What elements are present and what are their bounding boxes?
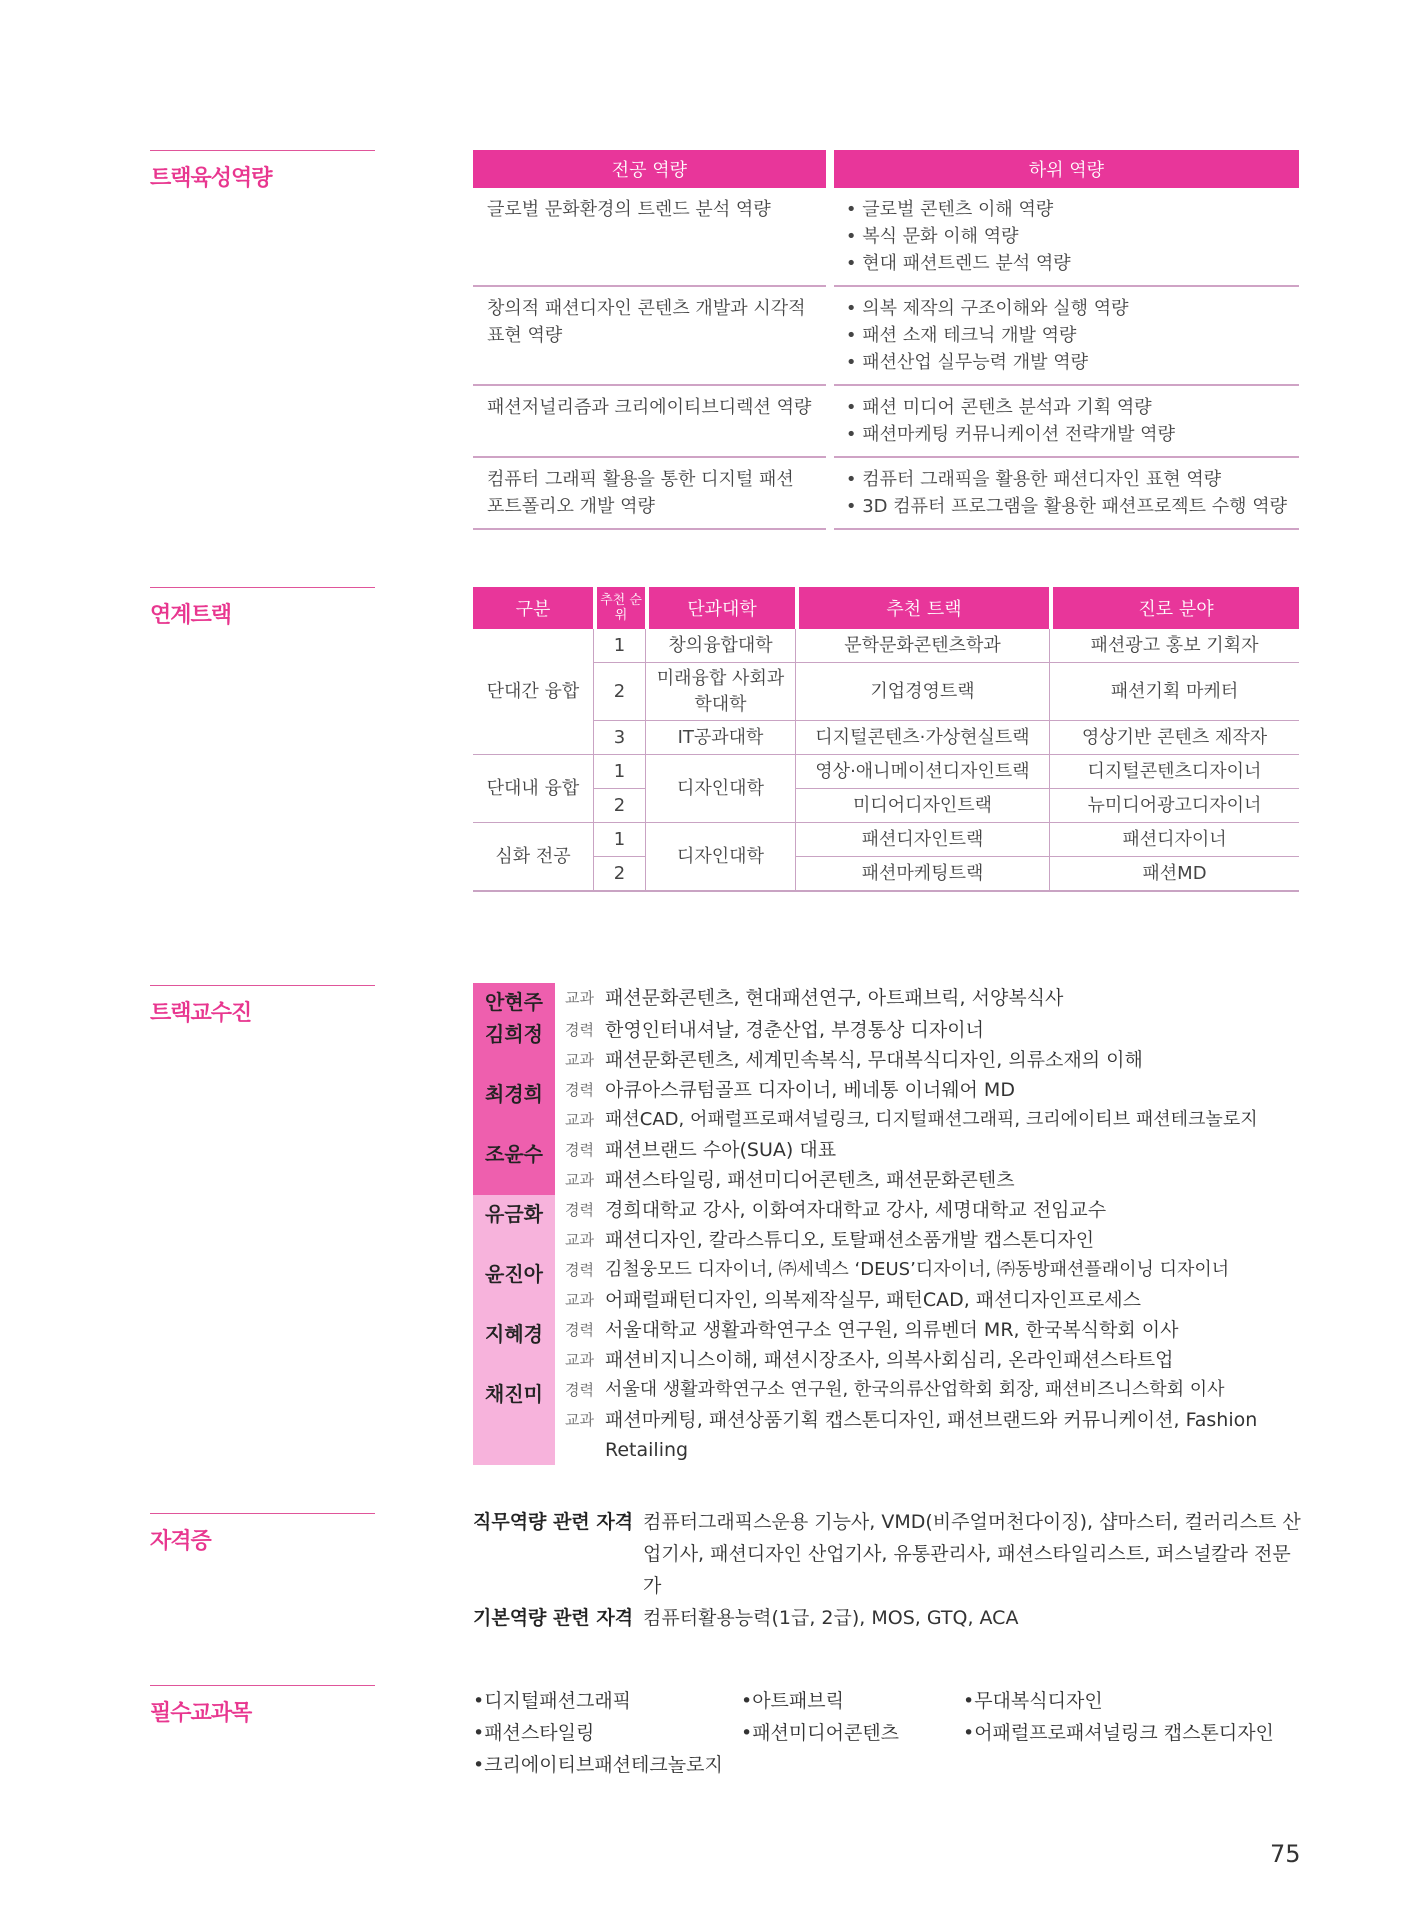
faculty-entry: [473, 1015, 1335, 1075]
section-track-competency: [150, 150, 375, 192]
college-cell: IT공과대학: [645, 721, 795, 755]
table-row: [473, 386, 1299, 458]
section-title: 연계트랙: [150, 603, 232, 628]
line-tag: 경력: [565, 1201, 594, 1219]
required-course-list: [473, 1685, 1303, 1781]
line-tag: 경력: [565, 1021, 594, 1039]
line-text: 한영인터내셔날, 경춘산업, 부경통상 디자이너: [605, 1019, 984, 1041]
line-text: 패션비지니스이해, 패션시장조사, 의복사회심리, 온라인패션스타트업: [605, 1349, 1174, 1371]
line-text: 패션브랜드 수아(SUA) 대표: [605, 1139, 837, 1161]
line-tag: 교과: [565, 1231, 594, 1249]
rank-cell: 1: [593, 755, 645, 789]
sub-competency: • 컴퓨터 그래픽을 활용한 패션디자인 표현 역량: [845, 469, 1222, 490]
certificate-row: [473, 1602, 1303, 1634]
track-cell: 영상·애니메이션디자인트랙: [795, 755, 1049, 789]
faculty-entry: [473, 1195, 1335, 1255]
course-item: •무대복식디자인: [963, 1690, 1103, 1712]
faculty-entry: [473, 983, 1335, 1015]
line-tag: 교과: [565, 1051, 594, 1069]
sub-competency: • 패션 미디어 콘텐츠 분석과 기획 역량: [845, 397, 1152, 418]
certificate-list: 컴퓨터활용능력(1급, 2급), MOS, GTQ, ACA: [643, 1607, 1019, 1629]
rank-cell: 3: [593, 721, 645, 755]
course-item: •디지털패션그래픽: [473, 1690, 632, 1712]
sub-competency-list: [834, 386, 1299, 458]
line-tag: 교과: [565, 1171, 594, 1189]
career-cell: 패션기획 마케터: [1049, 663, 1299, 721]
career-cell: 패션광고 홍보 기획자: [1049, 629, 1299, 663]
track-cell: 기업경영트랙: [795, 663, 1049, 721]
page-number: 75: [1270, 1840, 1301, 1868]
category-cell: 심화 전공: [473, 823, 593, 892]
table-row: [473, 789, 1299, 823]
sub-competency: • 패션산업 실무능력 개발 역량: [845, 352, 1089, 373]
table-row: [473, 755, 1299, 789]
major-competency: 글로벌 문화환경의 트렌드 분석 역량: [473, 188, 826, 287]
professor-name: 최경희: [473, 1075, 555, 1135]
sub-competency-list: [834, 188, 1299, 287]
line-tag: 경력: [565, 1081, 594, 1099]
faculty-entry: [473, 1375, 1335, 1465]
line-tag: 교과: [565, 989, 594, 1007]
section-title: 필수교과목: [150, 1701, 252, 1726]
rank-cell: 2: [593, 789, 645, 823]
column-header: 추천 순위: [593, 587, 645, 629]
track-cell: 문학문화콘텐츠학과: [795, 629, 1049, 663]
line-text: 패션스타일링, 패션미디어콘텐츠, 패션문화콘텐츠: [605, 1169, 1015, 1191]
line-text: 아큐아스큐텀골프 디자이너, 베네통 이너웨어 MD: [605, 1079, 1015, 1101]
line-text: 어패럴패턴디자인, 의복제작실무, 패턴CAD, 패션디자인프로세스: [605, 1289, 1141, 1311]
table-row: [473, 629, 1299, 663]
section-faculty: [150, 985, 375, 1027]
professor-name: 윤진아: [473, 1255, 555, 1315]
college-cell: 디자인대학: [645, 755, 795, 823]
section-required-courses: [150, 1685, 375, 1727]
table-row: [473, 721, 1299, 755]
section-title: 트랙육성역량: [150, 166, 272, 191]
line-text: 패션마케팅, 패션상품기획 캡스톤디자인, 패션브랜드와 커뮤니케이션, Fashion Retailing: [605, 1409, 1258, 1461]
sub-competency: • 3D 컴퓨터 프로그램을 활용한 패션프로젝트 수행 역량: [845, 496, 1287, 517]
major-competency: 컴퓨터 그래픽 활용을 통한 디지털 패션 포트폴리오 개발 역량: [473, 458, 826, 530]
certificate-list: 컴퓨터그래픽스운용 기능사, VMD(비주얼머천다이징), 샵마스터, 컬러리스트 산업기사, 패션디자인 산업기사, 유통관리사, 패션스타일리스트, 퍼스널칼라 전문가: [643, 1511, 1301, 1597]
line-tag: 경력: [565, 1261, 594, 1279]
column-header: 전공 역량: [473, 150, 826, 188]
professor-name: 김희정: [473, 1015, 555, 1075]
line-text: 패션문화콘텐츠, 현대패션연구, 아트패브릭, 서양복식사: [605, 987, 1064, 1009]
column-header: 진로 분야: [1049, 587, 1299, 629]
rank-cell: 2: [593, 857, 645, 892]
line-tag: 교과: [565, 1111, 594, 1129]
category-cell: 단대내 융합: [473, 755, 593, 823]
column-gap: [826, 150, 834, 188]
line-tag: 경력: [565, 1321, 594, 1339]
professor-name: 지혜경: [473, 1315, 555, 1375]
table-row: [473, 663, 1299, 721]
faculty-entry: [473, 1315, 1335, 1375]
competency-table: [473, 150, 1299, 530]
certificate-label: 직무역량 관련 자격: [473, 1511, 634, 1533]
line-text: 서울대 생활과학연구소 연구원, 한국의류산업학회 회장, 패션비즈니스학회 이사: [605, 1379, 1225, 1400]
rank-cell: 2: [593, 663, 645, 721]
sub-competency: • 패션마케팅 커뮤니케이션 전략개발 역량: [845, 424, 1175, 445]
course-item: •패션미디어콘텐츠: [741, 1722, 900, 1744]
line-tag: 경력: [565, 1381, 594, 1399]
line-text: 서울대학교 생활과학연구소 연구원, 의류벤더 MR, 한국복식학회 이사: [605, 1319, 1179, 1341]
college-cell: 미래융합 사회과학대학: [645, 663, 795, 721]
line-text: 김철웅모드 디자이너, ㈜세넥스 ‘DEUS’디자이너, ㈜동방패션플래이닝 디자이너: [605, 1259, 1230, 1280]
college-cell: 창의융합대학: [645, 629, 795, 663]
track-cell: 미디어디자인트랙: [795, 789, 1049, 823]
sub-competency: • 패션 소재 테크닉 개발 역량: [845, 325, 1077, 346]
table-row: [473, 823, 1299, 857]
column-header: 단과대학: [645, 587, 795, 629]
rank-cell: 1: [593, 823, 645, 857]
line-text: 경희대학교 강사, 이화여자대학교 강사, 세명대학교 전임교수: [605, 1199, 1107, 1221]
professor-name: 조윤수: [473, 1135, 555, 1195]
track-cell: 패션마케팅트랙: [795, 857, 1049, 892]
line-text: 패션디자인, 칼라스튜디오, 토탈패션소품개발 캡스톤디자인: [605, 1229, 1095, 1251]
line-tag: 교과: [565, 1411, 594, 1429]
career-cell: 뉴미디어광고디자이너: [1049, 789, 1299, 823]
sub-competency: • 복식 문화 이해 역량: [845, 226, 1019, 247]
section-title: 트랙교수진: [150, 1001, 252, 1026]
line-tag: 교과: [565, 1291, 594, 1309]
sub-competency: • 현대 패션트렌드 분석 역량: [845, 253, 1071, 274]
sub-competency-list: [834, 458, 1299, 530]
course-item: •어패럴프로패셔널링크 캡스톤디자인: [963, 1722, 1274, 1744]
major-competency: 창의적 패션디자인 콘텐츠 개발과 시각적 표현 역량: [473, 287, 826, 386]
course-item: •패션스타일링: [473, 1722, 595, 1744]
line-tag: 경력: [565, 1141, 594, 1159]
linked-track-table: [473, 587, 1299, 892]
certificate-row: [473, 1506, 1303, 1602]
table-row: [473, 188, 1299, 287]
line-text: 패션CAD, 어패럴프로패셔널링크, 디지털패션그래픽, 크리에이티브 패션테크놀로지: [605, 1109, 1258, 1130]
sub-competency: • 의복 제작의 구조이해와 실행 역량: [845, 298, 1129, 319]
table-row: [473, 287, 1299, 386]
table-row: [473, 458, 1299, 530]
college-cell: 디자인대학: [645, 823, 795, 892]
professor-name: 유금화: [473, 1195, 555, 1255]
section-certificates: [150, 1513, 375, 1555]
professor-name: 채진미: [473, 1375, 555, 1465]
course-item: •크리에이티브패션테크놀로지: [473, 1754, 723, 1776]
faculty-list: [473, 983, 1335, 1465]
column-header: 추천 트랙: [795, 587, 1049, 629]
category-cell: 단대간 융합: [473, 629, 593, 755]
course-item: •아트패브릭: [741, 1690, 844, 1712]
career-cell: 디지털콘텐츠디자이너: [1049, 755, 1299, 789]
line-tag: 교과: [565, 1351, 594, 1369]
faculty-entry: [473, 1255, 1335, 1315]
sub-competency: • 글로벌 콘텐츠 이해 역량: [845, 199, 1054, 220]
section-linked-track: [150, 587, 375, 629]
track-cell: 패션디자인트랙: [795, 823, 1049, 857]
career-cell: 패션MD: [1049, 857, 1299, 892]
column-header: 구분: [473, 587, 593, 629]
major-competency: 패션저널리즘과 크리에이티브디렉션 역량: [473, 386, 826, 458]
career-cell: 패션디자이너: [1049, 823, 1299, 857]
career-cell: 영상기반 콘텐츠 제작자: [1049, 721, 1299, 755]
sub-competency-list: [834, 287, 1299, 386]
faculty-entry: [473, 1135, 1335, 1195]
table-row: [473, 857, 1299, 892]
line-text: 패션문화콘텐츠, 세계민속복식, 무대복식디자인, 의류소재의 이해: [605, 1049, 1143, 1071]
rank-cell: 1: [593, 629, 645, 663]
certificate-label: 기본역량 관련 자격: [473, 1607, 634, 1629]
track-cell: 디지털콘텐츠·가상현실트랙: [795, 721, 1049, 755]
section-title: 자격증: [150, 1529, 211, 1554]
faculty-entry: [473, 1075, 1335, 1135]
column-header: 하위 역량: [834, 150, 1299, 188]
professor-name: 안현주: [473, 983, 555, 1015]
